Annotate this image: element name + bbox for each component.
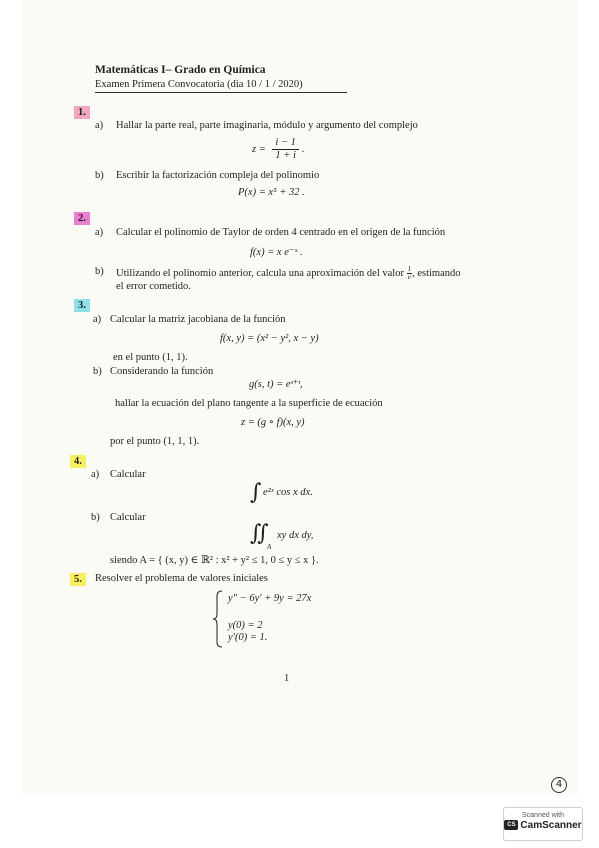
q2-a-text: Calcular el polinomio de Taylor de orden 4 centrado en el origen de la función [116, 227, 446, 238]
q5-eq1: y″ − 6y′ + 9y = 27x [228, 593, 312, 604]
q1-a-label: a) [95, 120, 104, 131]
exam-subtitle: Examen Primera Convocatoria (dia 10 / 1 / 2020) [95, 79, 303, 90]
camscanner-top-text: Scanned with [521, 812, 565, 819]
camscanner-brand: CamScanner [520, 820, 582, 831]
camscanner-logo-icon: CS [504, 820, 518, 830]
q1-a-fraction [272, 137, 299, 162]
q2-b-text2: el error cometido. [116, 281, 191, 292]
q1-a-numerator: i − 1 [272, 137, 299, 150]
q4-b-integrand: xy dx dy, [277, 530, 314, 541]
q1-a-formula [252, 137, 304, 162]
q2-b-label: b) [95, 266, 104, 277]
q4-a-integral-sign: ∫ [250, 480, 262, 505]
q1-a-text: Hallar la parte real, parte imaginaria, módulo y argumento del complejo [116, 120, 418, 131]
q5-eq2: y(0) = 2 [228, 620, 263, 631]
q2-b-frac-den: e [407, 273, 411, 281]
q3-b-text: Considerando la función [110, 366, 214, 377]
q5-left-brace [212, 590, 224, 648]
q3-b-formula2: z = (g ∘ f)(x, y) [241, 417, 305, 428]
q4-a-label: a) [91, 469, 100, 480]
q5-text: Resolver el problema de valores iniciales [95, 573, 268, 584]
q3-b-formula: g(s, t) = eˢ⁺ᵗ, [249, 379, 303, 390]
q4-b-label: b) [91, 512, 100, 523]
q3-a-point: en el punto (1, 1). [113, 352, 188, 363]
exam-title: Matemáticas I– Grado en Química [95, 64, 266, 76]
q1-b-text: Escribir la factorización compleja del polinomio [116, 170, 320, 181]
question-1-badge: 1. [74, 106, 90, 119]
q4-b-text: Calcular [110, 512, 146, 523]
question-4-badge: 4. [70, 455, 86, 468]
q3-b-label: b) [93, 366, 102, 377]
q1-b-formula: P(x) = x⁵ + 32 . [238, 187, 305, 198]
q1-a-end: . [301, 144, 305, 155]
q1-b-label: b) [95, 170, 104, 181]
q3-a-label: a) [93, 314, 102, 325]
q2-b-text1-end: , estimando [412, 267, 461, 279]
q4-a-integrand: e²ˣ cos x dx. [263, 487, 313, 498]
q2-a-formula: f(x) = x e⁻ˣ . [250, 247, 303, 258]
q2-b-frac-num: 1 [407, 265, 412, 273]
subtitle-underline [95, 92, 347, 93]
q5-eq3: y′(0) = 1. [228, 632, 268, 643]
camscanner-brand-row [504, 820, 582, 831]
q2-b-text [116, 266, 461, 281]
q3-a-text: Calcular la matriz jacobiana de la función [110, 314, 286, 325]
question-2-badge: 2. [74, 212, 90, 225]
q3-b-point: por el punto (1, 1, 1). [110, 436, 200, 447]
q1-a-denominator: 1 + i [275, 150, 296, 161]
q4-b-region-subscript: A [267, 543, 272, 551]
question-5-badge: 5. [70, 573, 86, 586]
q4-b-siendo: siendo A = { (x, y) ∈ ℝ² : x² + y² ≤ 1, 0 ≤ y ≤ x }. [110, 555, 319, 566]
q3-a-formula: f(x, y) = (x² − y², x − y) [220, 333, 319, 344]
question-3-badge: 3. [74, 299, 90, 312]
q2-b-text1: Utilizando el polinomio anterior, calcula una aproximación del valor [116, 267, 404, 279]
q2-a-label: a) [95, 227, 104, 238]
corner-page-mark: 4 [551, 777, 567, 793]
camscanner-watermark [503, 807, 583, 841]
page-number: 1 [284, 673, 290, 684]
q4-a-text: Calcular [110, 469, 146, 480]
q4-b-integral-sign: ∬ [250, 521, 269, 546]
q1-a-lhs: z = [252, 144, 266, 155]
q3-b-text2: hallar la ecuación del plano tangente a la superficie de ecuación [115, 398, 383, 409]
